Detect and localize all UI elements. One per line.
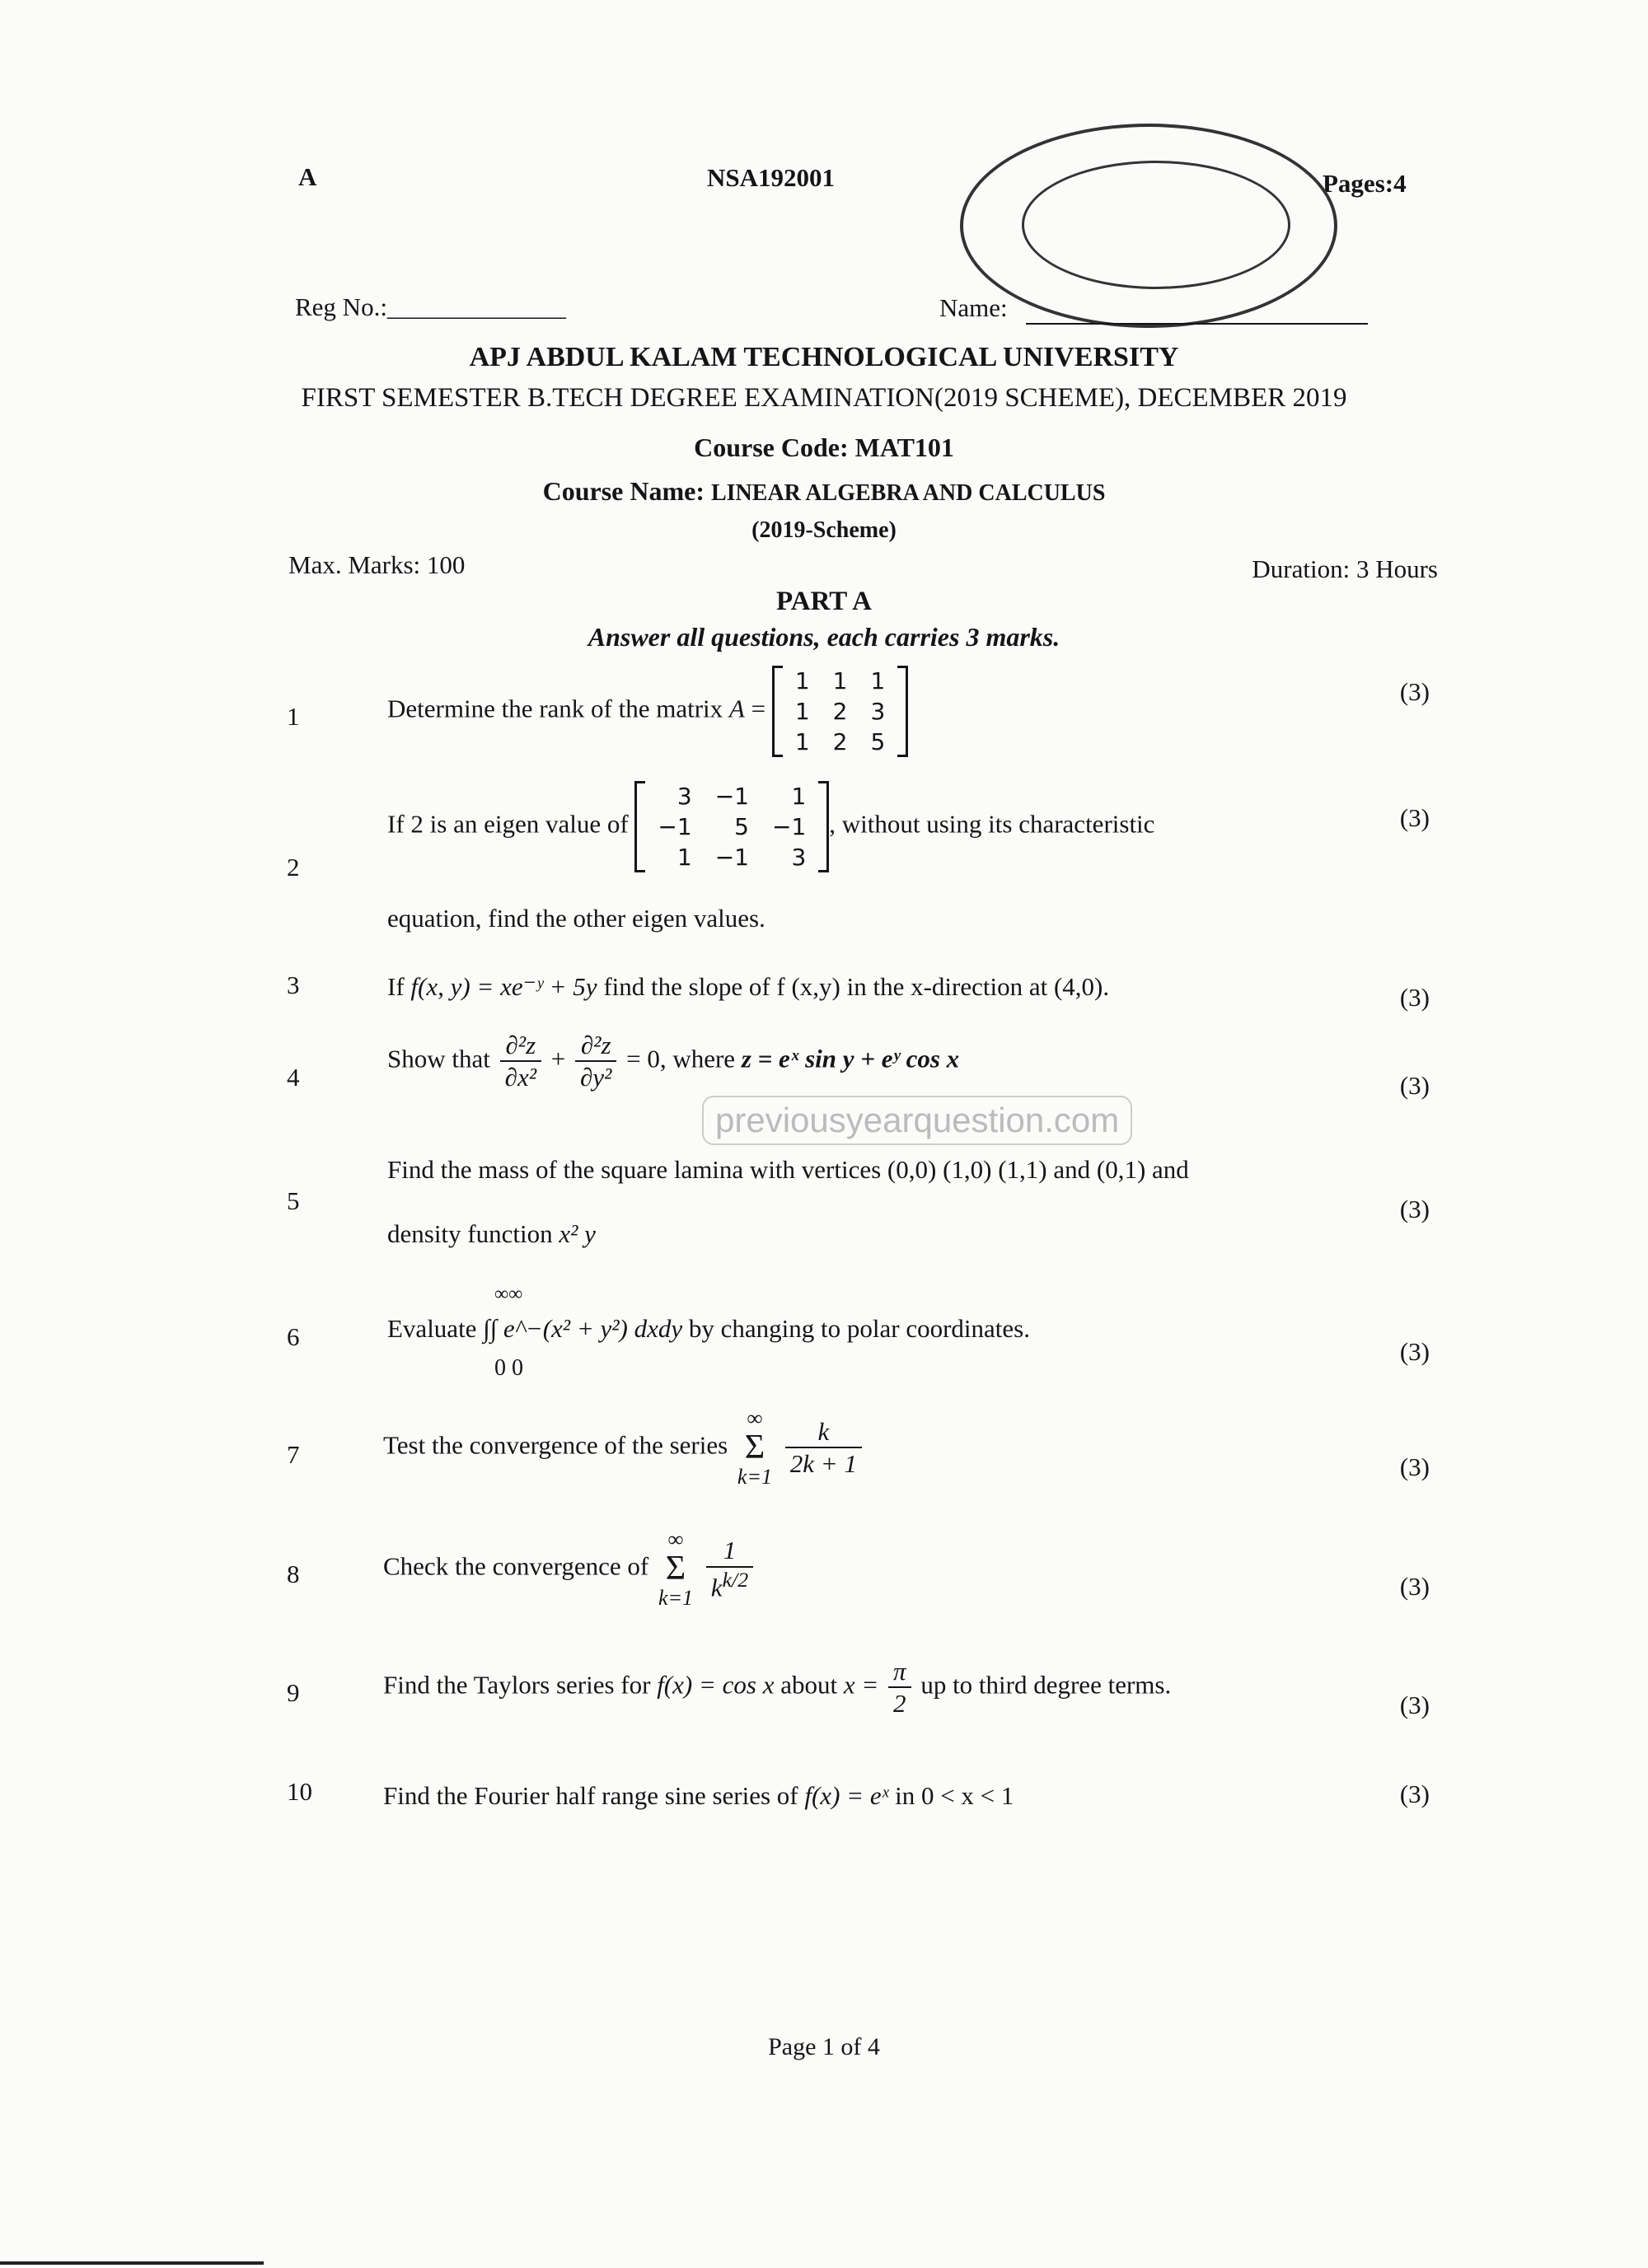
question-text: = 0, where	[626, 1044, 736, 1073]
question-10	[383, 1781, 1014, 1811]
question-8	[383, 1528, 756, 1610]
integral-lower-limits: 0 0	[494, 1355, 523, 1381]
question-number: 3	[287, 970, 300, 999]
density-expression: x² y	[559, 1219, 596, 1248]
course-name-line	[0, 476, 1648, 507]
question-number: 8	[287, 1560, 300, 1588]
matrix-cell: −1	[714, 844, 749, 871]
question-9	[383, 1656, 1171, 1719]
question-text: density function	[387, 1219, 553, 1248]
matrix-cell: 1	[677, 844, 692, 871]
question-marks: (3)	[1399, 677, 1430, 706]
question-text: Test the convergence of the series	[383, 1430, 728, 1460]
question-6	[387, 1314, 1030, 1344]
question-text: about	[780, 1670, 838, 1700]
matrix-cell: −1	[714, 783, 749, 810]
watermark: previousyearquestion.com	[702, 1096, 1132, 1145]
question-text: , without using its characteristic	[829, 809, 1155, 839]
question-text: in 0 < x < 1	[895, 1781, 1014, 1810]
question-text: Find the Fourier half range sine series of	[383, 1781, 798, 1810]
question-marks: (3)	[1399, 1690, 1430, 1719]
matrix-cell: 5	[734, 813, 749, 840]
question-text: Check the convergence of	[383, 1551, 649, 1581]
matrix-cell: 5	[870, 728, 886, 755]
question-text: up to third degree terms.	[920, 1670, 1172, 1700]
expansion-point: x =	[843, 1670, 879, 1700]
question-2	[387, 781, 1154, 872]
scan-edge-line	[0, 2261, 264, 2265]
matrix-cell: 3	[677, 783, 692, 810]
course-name-label: Course Name:	[542, 476, 705, 506]
question-text: by changing to polar coordinates.	[688, 1314, 1030, 1343]
question-number: 5	[287, 1186, 300, 1215]
matrix-cell: 1	[794, 698, 810, 725]
question-marks: (3)	[1399, 983, 1430, 1012]
matrix-cell: 2	[832, 698, 848, 725]
question-number: 4	[287, 1063, 300, 1092]
matrix-cell: −1	[771, 813, 807, 840]
matrix-cell: 1	[832, 667, 848, 694]
rank-matrix	[772, 666, 908, 757]
integral-expression: ∫∫ e^−(x² + y²) dxdy	[483, 1314, 683, 1343]
question-1: Determine the rank of the matrix A = 1 1 1 1 2 3 1 2 5	[387, 666, 908, 757]
part-a-instruction: Answer all questions, each carries 3 marks.	[588, 622, 1060, 652]
function-expression: f(x) = cos x	[657, 1670, 775, 1700]
set-label: A	[298, 162, 317, 191]
question-7	[383, 1407, 865, 1489]
question-number: 7	[287, 1440, 300, 1469]
question-text: Show that	[387, 1044, 490, 1073]
course-code: Course Code: MAT101	[694, 433, 954, 462]
partial-fraction-x: $\frac{\text{∂²z}}{\text{∂x²}}$	[500, 1030, 541, 1092]
question-text: Determine the rank of the matrix	[387, 694, 723, 723]
matrix-symbol: A	[728, 694, 745, 723]
question-marks: (3)	[1399, 1572, 1430, 1601]
question-number: 2	[287, 853, 300, 881]
summation-symbol: ∞ Σ k=1	[658, 1527, 694, 1611]
question-number: 9	[287, 1678, 300, 1707]
duration: Duration: 3 Hours	[1252, 554, 1438, 583]
exam-title: FIRST SEMESTER B.TECH DEGREE EXAMINATION(2019 SCHEME), DECEMBER 2019	[301, 383, 1347, 413]
name-underline	[1026, 323, 1368, 325]
question-number: 10	[287, 1777, 312, 1806]
question-marks: (3)	[1399, 1779, 1430, 1808]
integral-upper-limits: ∞∞	[494, 1284, 523, 1305]
question-text: Find the Taylors series for	[383, 1670, 651, 1700]
function-expression: z = eˣ sin y + eʸ cos x	[741, 1044, 960, 1073]
summation-symbol: ∞ Σ k=1	[737, 1406, 773, 1489]
series-term: $\frac{1}{k^{k/2}}$	[706, 1535, 753, 1602]
college-stamp-inner	[1022, 161, 1290, 289]
matrix-cell: 1	[794, 728, 810, 755]
matrix-cell: 3	[791, 844, 807, 871]
matrix-cell: 1	[870, 667, 886, 694]
matrix-cell: 1	[791, 783, 807, 810]
scheme: (2019-Scheme)	[751, 517, 897, 543]
university-name: APJ ABDUL KALAM TECHNOLOGICAL UNIVERSITY	[469, 342, 1179, 372]
question-text: Evaluate	[387, 1314, 477, 1343]
question-text: If	[387, 972, 405, 1001]
matrix-cell: −1	[658, 813, 692, 840]
reg-no-field: Reg No.:______________	[295, 292, 566, 321]
question-marks: (3)	[1399, 1337, 1430, 1366]
page-number: Page 1 of 4	[768, 2033, 880, 2060]
max-marks: Max. Marks: 100	[288, 550, 466, 579]
question-text: find the slope of f (x,y) in the x-direction at (4,0).	[603, 972, 1110, 1001]
page-count: Pages:4	[1323, 169, 1407, 198]
paper-code: NSA192001	[707, 163, 836, 192]
pi-over-two: $\frac{\pi}{2}$	[888, 1656, 911, 1719]
question-number: 6	[287, 1322, 300, 1351]
question-marks: (3)	[1399, 803, 1430, 832]
name-field: Name:	[939, 293, 1008, 322]
question-marks: (3)	[1399, 1195, 1430, 1223]
function-expression: f(x, y) = xe⁻ʸ + 5y	[410, 972, 597, 1001]
function-expression: f(x) = eˣ	[804, 1781, 889, 1810]
matrix-cell: 3	[870, 698, 886, 725]
part-a-title: PART A	[776, 587, 872, 616]
question-text: If 2 is an eigen value of	[387, 809, 629, 839]
partial-fraction-y: $\frac{\text{∂²z}}{\text{∂y²}}$	[575, 1030, 616, 1092]
question-3	[387, 972, 1109, 1002]
question-5-line2	[387, 1219, 596, 1249]
question-5-line1: Find the mass of the square lamina with vertices (0,0) (1,0) (1,1) and (0,1) and	[387, 1155, 1189, 1184]
question-number: 1	[287, 702, 300, 731]
matrix-cell: 2	[832, 728, 848, 755]
question-text-continued: equation, find the other eigen values.	[387, 904, 765, 933]
eigen-matrix	[634, 781, 829, 872]
matrix-cell: 1	[794, 667, 810, 694]
question-4: Show that $\frac{\text{∂²z}}{\text{∂x²}}$ + $\frac{\text{∂²z}}{\text{∂y²}}$ = 0, where z = eˣ sin y + eʸ cos x	[387, 1031, 960, 1092]
question-marks: (3)	[1399, 1071, 1430, 1100]
question-marks: (3)	[1399, 1452, 1430, 1481]
course-name: LINEAR ALGEBRA AND CALCULUS	[710, 480, 1106, 506]
series-term: $\frac{k}{2k + 1}$	[785, 1416, 862, 1479]
